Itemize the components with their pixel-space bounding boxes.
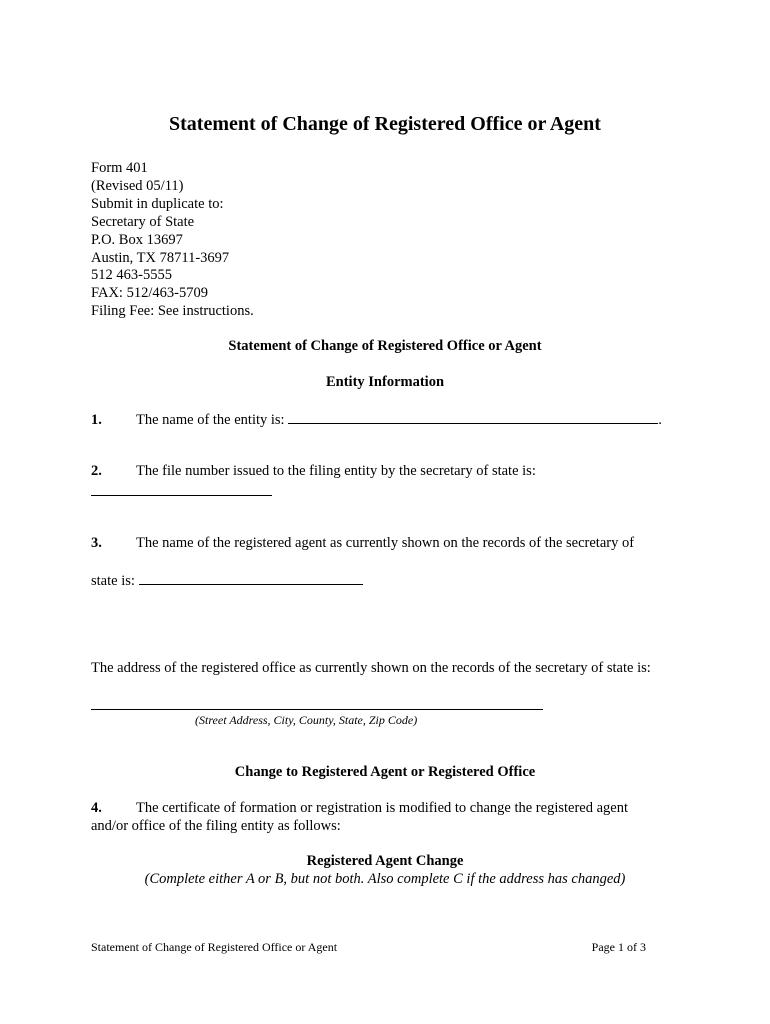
- item-2-text: The file number issued to the filing entity by the secretary of state is:: [136, 463, 536, 479]
- item-number: 2.: [91, 463, 102, 479]
- registered-office-address-field[interactable]: [91, 695, 543, 710]
- address-prompt: The address of the registered office as currently shown on the records of the secretary of state is:: [91, 660, 651, 676]
- form-header-block: [91, 160, 254, 321]
- item-1-period: .: [658, 412, 662, 428]
- header-line: (Revised 05/11): [91, 177, 184, 194]
- item-number: 1.: [91, 412, 102, 428]
- footer-left: Statement of Change of Registered Office or Agent: [91, 940, 338, 954]
- header-line: FAX: 512/463-5709: [91, 285, 208, 302]
- item-3: [91, 535, 634, 552]
- header-line: Austin, TX 78711-3697: [91, 249, 230, 266]
- item-4-line2: and/or office of the filing entity as follows:: [91, 818, 341, 834]
- file-number-field[interactable]: [91, 481, 272, 496]
- form-subtitle: Statement of Change of Registered Office or Agent: [228, 338, 542, 354]
- header-line: Filing Fee: See instructions.: [91, 303, 254, 320]
- registered-agent-name-field[interactable]: [139, 570, 363, 585]
- section-heading-entity-information: Entity Information: [325, 374, 445, 390]
- document-title: Statement of Change of Registered Office or Agent: [169, 113, 601, 135]
- section-heading-change: Change to Registered Agent or Registered Office: [234, 764, 536, 780]
- entity-name-field[interactable]: [288, 409, 658, 424]
- item-4: [91, 800, 628, 817]
- header-line: Secretary of State: [91, 213, 195, 230]
- item-3-text: The name of the registered agent as currently shown on the records of the secretary of: [136, 535, 635, 551]
- item-4-line1: The certificate of formation or registration is modified to change the registered agent: [136, 800, 629, 816]
- registered-agent-change-heading: Registered Agent Change: [306, 853, 464, 869]
- item-1: [91, 409, 662, 429]
- registered-agent-change-note: (Complete either A or B, but not both. Also complete C if the address has changed): [144, 871, 626, 887]
- header-line: 512 463-5555: [91, 267, 172, 284]
- item-3-continuation: [91, 570, 363, 590]
- page-number: Page 1 of 3: [591, 940, 646, 954]
- address-caption: (Street Address, City, County, State, Zip Code): [195, 713, 418, 727]
- header-line: Form 401: [91, 160, 148, 176]
- header-line: P.O. Box 13697: [91, 231, 183, 248]
- item-1-text: The name of the entity is:: [136, 412, 289, 428]
- item-number: 4.: [91, 800, 102, 816]
- header-line: Submit in duplicate to:: [91, 195, 224, 212]
- item-3-cont-text: state is:: [91, 573, 139, 589]
- item-number: 3.: [91, 535, 102, 551]
- item-2: [91, 463, 536, 480]
